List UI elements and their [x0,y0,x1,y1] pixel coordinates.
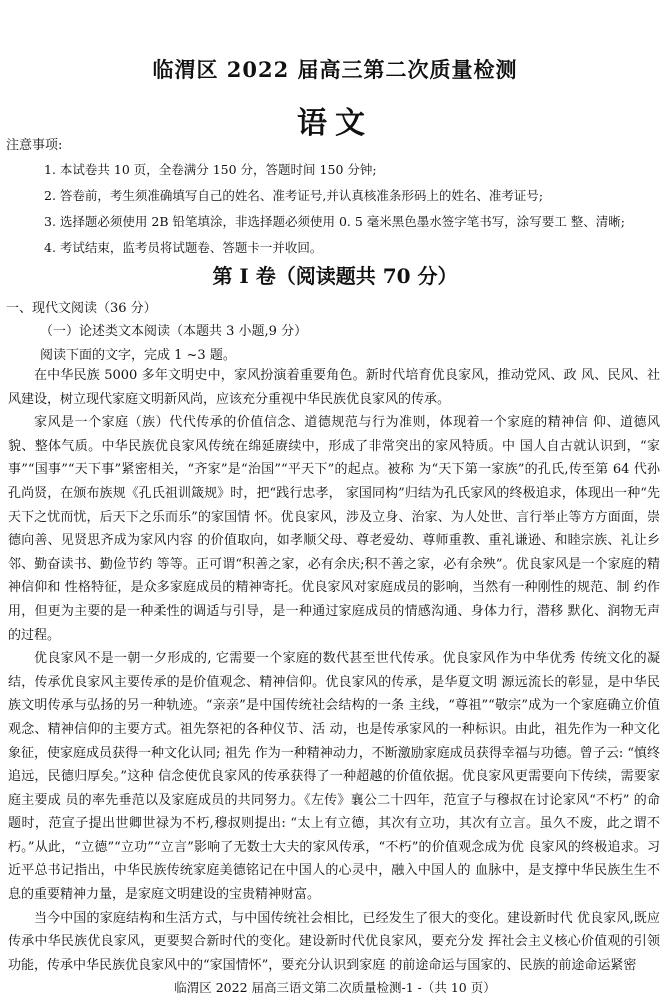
article-paragraph: 当今中国的家庭结构和生活方式，与中国传统社会相比，已经发生了很大的变化。建设新时代 优良家风,既应传承中华民族优良家风，更要契合新时代的变化。建设新时代优良家风，要充分发 挥社会主义核心价值观的引领功能，传承中华民族优良家风中的“家国情怀”，要充分认识到家庭 的前途命运与国家的、民族的前途命运紧密 [8,910,660,973]
notice-item: 1. 本试卷共 10 页，全卷满分 150 分，答题时间 150 分钟; [44,162,377,177]
section-title: 一、现代文阅读（36 分） [6,301,157,316]
section-subtitle: （一）论述类文本阅读（本题共 3 小题,9 分） [40,324,308,339]
notice-item: 2. 答卷前，考生须准确填写自己的姓名、准考证号,并认真核准条形码上的姓名、准考证号; [44,188,544,203]
exam-title: 临渭区 2022 届高三第二次质量检测 [152,57,518,82]
page-footer: 临渭区 2022 届高三语文第二次质量检测-1 -（共 10 页） [174,980,496,995]
subject-title: 语文 [297,106,373,141]
notice-heading: 注意事项: [6,138,63,153]
article-paragraph: 家风是一个家庭（族）代代传承的价值信念、道德规范与行为准则，体现着一个家庭的精神信 仰、道德风貌、整体气质。中华民族优良家风传统在绵延赓续中，形成了非常突出的家风特质。中 国人自古就认识到，“家事”“国事”“天下事”紧密相关，“齐家”是“治国”“平天下”的起点。被称 为“天下第一家族”的孔氏,传至第 64 代孙孔尚贤，在颁布族规《孔氏祖训箴规》时，把“践行忠孝， 家国同构”归结为孔氏家风的终极追求，体现出一种“先天下之忧而忧，后天下之乐而乐”的家国情 怀。优良家风，涉及立身、治家、为人处世、言行举止等方方面面，崇德向善、见贤思齐成为家风内容 的价值取向，如孝顺父母、尊老爱幼、尊师重教、重礼谦逊、和睦宗族、礼让乡邻、勤奋读书、勤俭节约 等等。正可谓“积善之家，必有余庆;积不善之家，必有余殃”。优良家风是一个家庭的精神信仰和 性格特征，是众多家庭成员的精神寄托。优良家风对家庭成员的影响，当然有一种刚性的规范、制 约作用，但更为主要的是一种柔性的调适与引导，是一种通过家庭成员的情感沟通、身体力行，潜移 默化、润物无声的过程。 [8,415,660,643]
notice-item: 3. 选择题必须使用 2B 铅笔填涂，非选择题必须使用 0. 5 毫米黑色墨水签字笔书写，涂写要工 整、清晰; [44,214,625,229]
notice-item: 4. 考试结束，监考员将试题卷、答题卡一并收回。 [44,240,323,255]
reading-instruction: 阅读下面的文字，完成 1 ~3 题。 [40,348,236,363]
article-paragraph: 在中华民族 5000 多年文明史中，家风扮演着重要角色。新时代培育优良家风，推动党风、政 风、民风、社风建设，树立现代家庭文明新风尚，应该充分重视中华民族优良家风的传承。 [8,368,660,407]
article-paragraph: 优良家风不是一朝一夕形成的, 它需要一个家庭的数代甚至世代传承。优良家风作为中华优秀 传统文化的凝结，传承优良家风主要传承的是价值观念、精神信仰。优良家风的传承，是华夏文明 源远流长的彰显，是中华民族文明传承与弘扬的另一种轨迹。“亲亲”是中国传统社会结构的一条 主线，“尊祖”“敬宗”成为一个家庭确立价值观念、精神信仰的主要方式。祖先祭祀的各种仪节、活 动，也是传承家风的一种标识。由此，祖先作为一种文化象征，使家庭成员获得一种文化认同; 祖先 作为一种精神动力，不断激励家庭成员获得幸福与功德。曾子云: “慎终追远，民德归厚矣。”这种 信念使优良家风的传承获得了一种超越的价值依据。优良家风更需要向下传续，需要家庭主要成 员的率先垂范以及家庭成员的共同努力。《左传》襄公二十四年，范宣子与穆叔在讨论家风“不朽” 的命题时，范宣子提出世卿世禄为不朽,穆叔则提出: “太上有立德，其次有立功，其次有立言。虽久不废，此之谓不朽。”从此，“立德”“立功”“立言”影响了无数士大夫的家风传承，“不朽”的价值观念成为优 良家风的终极追求。习近平总书记指出，中华民族传统家庭美德铭记在中国人的心灵中，融入中国人的 血脉中，是支撑中华民族生生不息的重要精神力量，是家庭文明建设的宝贵精神财富。 [8,651,660,903]
article-body [8,364,660,977]
notice-list [44,157,660,261]
part-title: 第 I 卷（阅读题共 70 分） [212,264,458,288]
